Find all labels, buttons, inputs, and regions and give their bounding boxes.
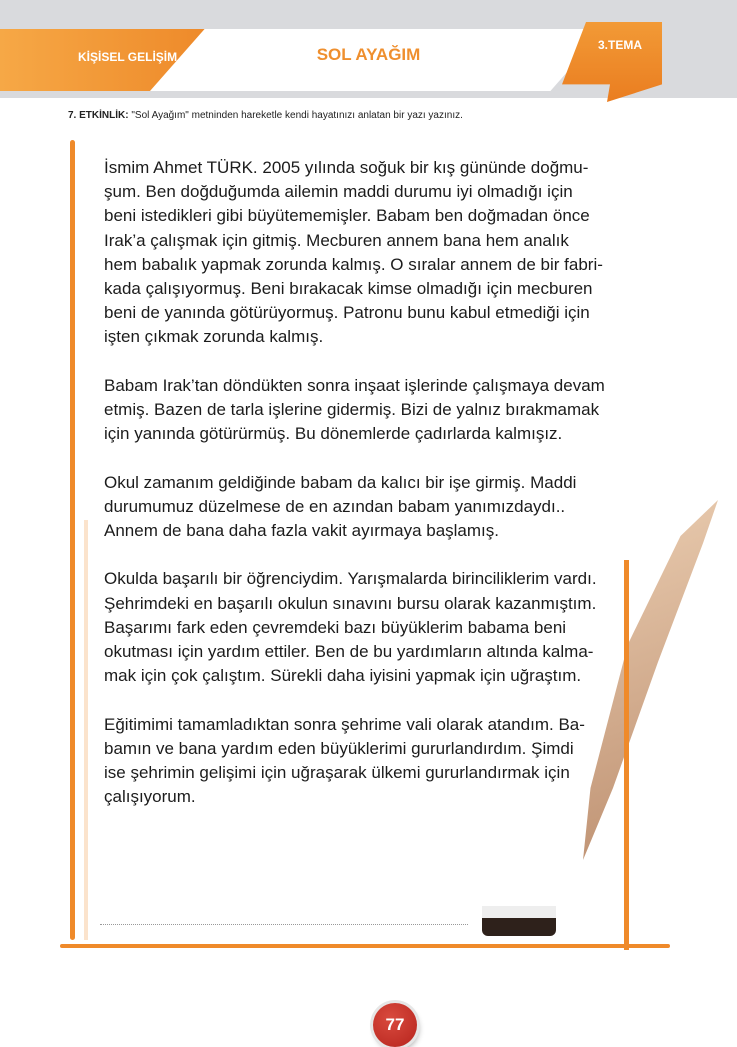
dotted-line bbox=[100, 924, 468, 925]
frame-left-border bbox=[70, 140, 75, 940]
theme-label: 3.TEMA bbox=[598, 38, 643, 52]
paragraph: Okulda başarılı bir öğrenciydim. Yarışmalarda birinciliklerim vardı. Şehrimdeki en başarılı okulun sınavını bursu olarak kazanmıştım. Başarımı fark eden çevremdeki bazı büyüklerim babama beni okutması için yardım ettiler. Ben de bu yardımların altında kalma- mak için çok çalıştım. Sürekli daha iyisini yapmak için uğraştım. bbox=[104, 569, 597, 686]
frame-bottom-border bbox=[60, 944, 670, 948]
activity-text: "Sol Ayağım" metninden hareketle kendi hayatınızı anlatan bir yazı yazınız. bbox=[131, 110, 463, 121]
essay-text bbox=[104, 156, 624, 834]
frame-left-shadow bbox=[84, 520, 88, 940]
paragraph: İsmim Ahmet TÜRK. 2005 yılında soğuk bir kış gününde doğmu- şum. Ben doğduğumda ailemin maddi durumu iyi olmadığı için beni istedikleri gibi büyütememişler. Babam ben doğmadan önce Irak’a çalışmak için gitmiş. Mecburen annem bana hem analık hem babalık yapmak zorunda kalmış. O sıralar annem de bir fabri- kada çalışıyormuş. Beni bırakacak kimse olmadığı için mecburen beni de yanında götürüyormuş. Patronu bunu kabul etmediği için işten çıkmak zorunda kalmış. bbox=[104, 158, 603, 347]
activity-instruction bbox=[68, 110, 463, 121]
page-number-badge: 77 bbox=[373, 1003, 417, 1047]
paragraph: Okul zamanım geldiğinde babam da kalıcı bir işe girmiş. Maddi durumumuz düzelmese de en azından babam yanımızdaydı.. Annem de bana daha fazla vakit ayırmaya başlamış. bbox=[104, 472, 577, 541]
frame-right-border bbox=[624, 560, 629, 950]
section-label: KİŞİSEL GELİŞİM bbox=[78, 50, 178, 64]
inkwell-icon bbox=[482, 906, 556, 936]
paragraph: Eğitimimi tamamladıktan sonra şehrime vali olarak atandım. Ba- bamın ve bana yardım eden büyüklerimi gururlandırdım. Şimdi ise şehrimin gelişimi için uğraşarak ülkemi gururlandırmak için çalışıyorum. bbox=[104, 714, 585, 807]
paragraph: Babam Irak’tan döndükten sonra inşaat işlerinde çalışmaya devam etmiş. Bazen de tarla işlerine gidermiş. Bizi de yalnız bırakmamak için yanında götürürmüş. Bu dönemlerde çadırlarda kalmışız. bbox=[104, 375, 605, 444]
activity-label: 7. ETKİNLİK: bbox=[68, 110, 129, 121]
page-title: SOL AYAĞIM bbox=[316, 45, 421, 64]
